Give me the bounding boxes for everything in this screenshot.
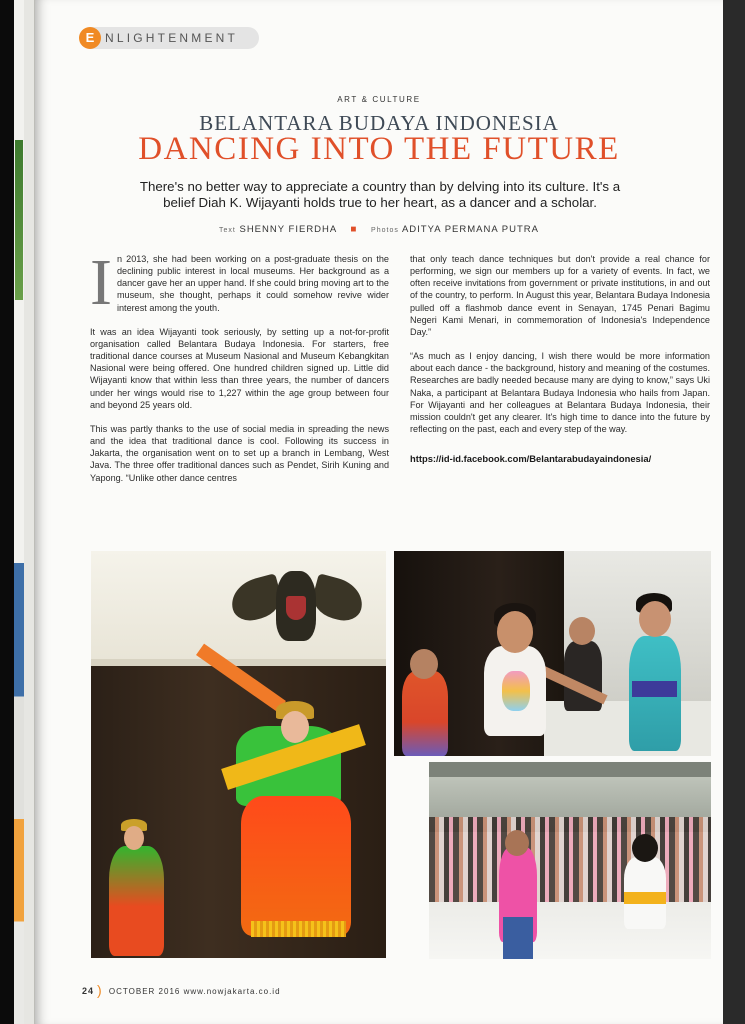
scan-background bbox=[723, 0, 745, 1024]
page-stack-edge bbox=[0, 0, 14, 1024]
page-stack-edge bbox=[24, 0, 35, 1024]
photo-dance-class bbox=[429, 762, 711, 959]
page-footer bbox=[82, 982, 281, 998]
page-number: 24 bbox=[82, 986, 95, 996]
photo-children-dancing bbox=[394, 551, 711, 756]
garuda-emblem-icon bbox=[286, 596, 306, 620]
website: www.nowjakarta.co.id bbox=[183, 987, 281, 996]
drop-cap: I bbox=[90, 246, 112, 319]
article-supertitle: BELANTARA BUDAYA INDONESIA bbox=[199, 111, 559, 135]
issue-date: OCTOBER 2016 bbox=[108, 987, 181, 996]
spine-photo-strip bbox=[15, 140, 23, 300]
section-badge: E bbox=[79, 27, 101, 49]
photo-dancers-garuda bbox=[91, 551, 386, 958]
section-name: NLIGHTENMENT bbox=[105, 31, 239, 45]
article-credits bbox=[35, 224, 723, 235]
body-column-left bbox=[90, 246, 389, 496]
body-paragraph: “As much as I enjoy dancing, I wish there would be more information about each dance - the background, history and meaning of the costumes. Researches are badly needed because many are dying to know,” says Uki Naka, a participant at Belantara Budaya Indonesia who hails from Japan. For Wijayanti and her colleagues at Belantara Budaya Indonesia, their mission couldn't get any clearer. It's high time to dance into the future by reflecting on the past, each and every step of the way. bbox=[410, 351, 710, 435]
footer-bracket-icon: ) bbox=[97, 982, 103, 998]
article-title: DANCING INTO THE FUTURE bbox=[138, 131, 620, 167]
credit-photos-label: Photos bbox=[371, 227, 399, 234]
credit-writer: SHENNY FIERDHA bbox=[239, 224, 337, 235]
article-standfirst: There's no better way to appreciate a country than by delving into its culture. It's a belief Diah K. Wijayanti holds true to her heart, as a dancer and a scholar. bbox=[139, 179, 621, 210]
facebook-link[interactable]: https://id-id.facebook.com/Belantarabudayaindonesia/ bbox=[410, 453, 652, 465]
magazine-page bbox=[35, 0, 723, 1024]
body-paragraph: In 2013, she had been working on a post-graduate thesis on the declining public interest in local museums. Her background as a dancer gave her an upper hand. If she could bring moving art to the museum, she thought, perhaps it could somehow revive wider interest among the youth. bbox=[90, 246, 389, 319]
credit-photographer: ADITYA PERMANA PUTRA bbox=[401, 224, 539, 235]
credit-separator-icon: ■ bbox=[350, 224, 358, 235]
credit-text-label: Text bbox=[219, 227, 236, 234]
article-kicker: ART & CULTURE bbox=[337, 95, 421, 104]
body-paragraph: It was an idea Wijayanti took seriously, by setting up a not-for-profit organisation called Belantara Budaya Indonesia. For starters, free traditional dance courses at Museum Nasional and Museum Kebangkitan Nasional were being offered. One hundred children signed up. Little did Wijayanti know that within less than three years, the number of dancers under her wings would rise to 1,227 within the age group between four and beyond 25 years old. bbox=[90, 326, 389, 410]
body-paragraph: that only teach dance techniques but don't provide a real chance for performing, we sign our members up for a variety of events. In fact, we often receive invitations from government or private institutions, in and out of the country, to perform. In August this year, Belantara Budaya Indonesia pulled off a flashmob dance event in Senayan, 1745 Penari Bagimu Negeri Kami Menari, in commemoration of Indonesia's Independence Day.” bbox=[410, 254, 710, 337]
body-column-right bbox=[410, 253, 710, 477]
body-paragraph: This was partly thanks to the use of social media in spreading the news and the idea that traditional dance is cool. Following its success in Jakarta, the organisation went on to set up a branch in Lembang, West Java. The three offer traditional dances such as Pendet, Sirih Kuning and Yapong. “Unlike other dance centres bbox=[90, 423, 389, 483]
